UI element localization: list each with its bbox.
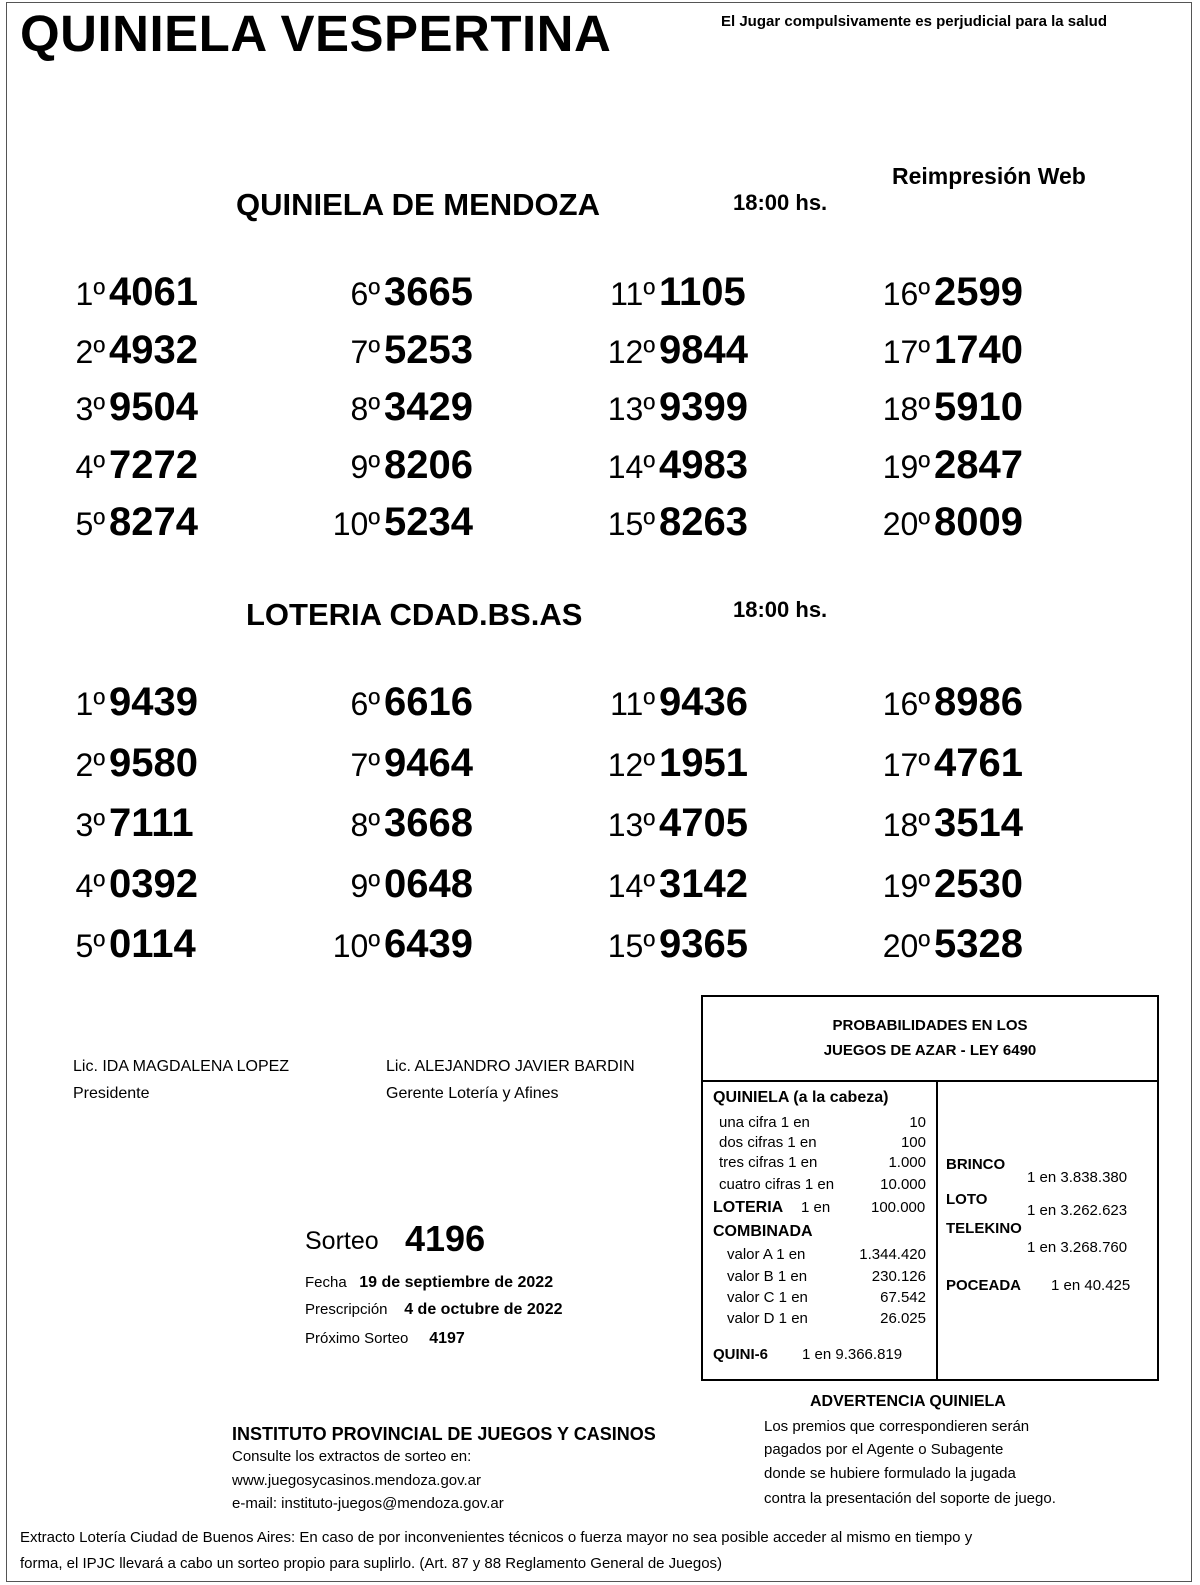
result-cell (605, 801, 748, 846)
result-number: 5910 (934, 385, 1023, 429)
result-number: 4761 (934, 740, 1023, 785)
result-number: 6616 (384, 680, 473, 724)
result-position: 20º (882, 506, 930, 542)
result-cell (55, 270, 198, 315)
brinco-probability-label: BRINCO (946, 1156, 1006, 1173)
probabilities-header (703, 997, 1157, 1082)
result-position: 5º (75, 506, 105, 542)
result-position: 6º (350, 276, 380, 312)
result-cell (330, 741, 473, 786)
combinada-probability-row-label: valor A 1 en (727, 1246, 806, 1263)
result-cell (55, 328, 198, 373)
loteria-probability-en: 1 en (801, 1199, 831, 1216)
section-title-buenos-aires: LOTERIA CDAD.BS.AS (246, 597, 583, 632)
result-position: 8º (350, 391, 380, 427)
result-position: 16º (882, 276, 930, 312)
result-number: 0648 (384, 861, 473, 906)
section-time-mendoza: 18:00 hs. (733, 190, 828, 215)
result-cell (55, 922, 196, 967)
combinada-probability-row-label: valor D 1 en (727, 1310, 808, 1327)
result-position: 19º (882, 448, 930, 485)
reprint-label: Reimpresión Web (892, 163, 1086, 189)
draw-date-row (305, 1274, 553, 1292)
draw-date-label: Fecha (305, 1274, 347, 1291)
advertencia-line3: donde se hubiere formulado la jugada (764, 1465, 1016, 1482)
result-cell (605, 680, 748, 725)
draw-next-row (305, 1330, 465, 1348)
result-position: 4º (75, 867, 105, 904)
result-cell (330, 680, 473, 725)
loto-probability-value: 1 en 3.262.623 (1027, 1202, 1128, 1219)
result-cell (880, 443, 1023, 488)
result-number: 2530 (934, 861, 1023, 906)
result-number: 7272 (109, 442, 198, 487)
result-cell (605, 741, 748, 786)
result-position: 17º (882, 333, 930, 370)
draw-date-value: 19 de septiembre de 2022 (359, 1274, 554, 1291)
result-cell (880, 328, 1023, 373)
result-position: 12º (607, 746, 655, 783)
result-position: 12º (607, 333, 655, 370)
result-position: 13º (607, 391, 655, 427)
result-position: 13º (607, 807, 655, 843)
draw-number: 4196 (405, 1218, 486, 1259)
advertencia-line2: pagados por el Agente o Subagente (764, 1441, 1004, 1458)
result-cell (55, 385, 198, 430)
result-cell (330, 862, 473, 907)
result-position: 20º (882, 928, 930, 964)
result-cell (605, 270, 746, 315)
institute-name: INSTITUTO PROVINCIAL DE JUEGOS Y CASINOS (232, 1424, 656, 1444)
result-position: 4º (75, 448, 105, 485)
quiniela-probability-row-label: cuatro cifras 1 en (719, 1176, 835, 1193)
quini6-probability-value: 1 en 9.366.819 (802, 1346, 903, 1363)
result-number: 9580 (109, 740, 198, 785)
combinada-probability-row-value: 230.126 (871, 1268, 926, 1285)
quini6-probability-label: QUINI-6 (713, 1346, 769, 1363)
footer-line2: forma, el IPJC llevará a cabo un sorteo propio para suplirlo. (Art. 87 y 88 Reglamento General de Juegos) (20, 1555, 723, 1572)
quiniela-probability-row-label: una cifra 1 en (719, 1114, 810, 1131)
result-cell (330, 500, 473, 545)
result-number: 5328 (934, 922, 1023, 966)
result-position: 8º (350, 807, 380, 843)
institute-website: www.juegosycasinos.mendoza.gov.ar (232, 1472, 482, 1489)
result-number: 9436 (659, 680, 748, 724)
result-number: 4061 (109, 270, 198, 314)
signature-role-president: Presidente (73, 1085, 150, 1102)
result-cell (55, 801, 194, 846)
result-position: 1º (75, 276, 105, 312)
result-cell (605, 328, 748, 373)
result-position: 2º (75, 333, 105, 370)
advertencia-title: ADVERTENCIA QUINIELA (810, 1393, 1006, 1410)
footer-line1: Extracto Lotería Ciudad de Buenos Aires: En caso de por inconvenientes técnicos o fuerza mayor no sea posible acceder al mismo en tiempo y (20, 1529, 973, 1546)
telekino-probability-value: 1 en 3.268.760 (1027, 1239, 1128, 1256)
result-number: 1951 (659, 740, 748, 785)
result-cell (605, 500, 748, 545)
result-position: 14º (607, 867, 655, 904)
combinada-probability-row-label: valor C 1 en (727, 1289, 808, 1306)
result-number: 3665 (384, 270, 473, 314)
result-cell (55, 741, 198, 786)
advertencia-line4: contra la presentación del soporte de juego. (764, 1490, 1056, 1507)
result-number: 3142 (659, 861, 748, 906)
result-number: 1740 (934, 327, 1023, 372)
result-number: 3668 (384, 801, 473, 845)
draw-next-value: 4197 (429, 1330, 465, 1347)
result-cell (880, 922, 1023, 967)
telekino-probability-label: TELEKINO (946, 1220, 1022, 1237)
result-cell (330, 328, 473, 373)
result-number: 9439 (109, 680, 198, 724)
result-position: 9º (350, 867, 380, 904)
result-position: 2º (75, 746, 105, 783)
result-position: 18º (882, 391, 930, 427)
result-cell (605, 922, 748, 967)
draw-label: Sorteo (305, 1227, 379, 1255)
result-cell (330, 443, 473, 488)
quiniela-probability-row-label: dos cifras 1 en (719, 1134, 817, 1151)
result-number: 4705 (659, 801, 748, 845)
result-number: 9504 (109, 385, 198, 429)
result-position: 1º (75, 686, 105, 722)
advertencia-line1: Los premios que correspondieren serán (764, 1418, 1030, 1435)
result-number: 0392 (109, 861, 198, 906)
section-title-mendoza: QUINIELA DE MENDOZA (236, 187, 600, 222)
loto-probability-label: LOTO (946, 1191, 988, 1208)
result-position: 15º (607, 506, 655, 542)
result-cell (880, 500, 1023, 545)
result-number: 0114 (109, 922, 196, 966)
section-time-buenos-aires: 18:00 hs. (733, 597, 828, 622)
probabilities-title-line2: JUEGOS DE AZAR - LEY 6490 (823, 1042, 1037, 1059)
result-cell (55, 862, 198, 907)
quiniela-probability-row-value: 1.000 (888, 1154, 926, 1171)
result-number: 9464 (384, 740, 473, 785)
result-position: 5º (75, 928, 105, 964)
result-position: 16º (882, 686, 930, 722)
quiniela-probability-row-label: tres cifras 1 en (719, 1154, 818, 1171)
quiniela-probability-row-value: 10 (909, 1114, 926, 1131)
loteria-probability-value: 100.000 (871, 1199, 926, 1216)
result-position: 9º (350, 448, 380, 485)
result-position: 6º (350, 686, 380, 722)
result-cell (55, 680, 198, 725)
result-position: 10º (332, 506, 380, 542)
result-position: 19º (882, 867, 930, 904)
result-number: 8986 (934, 680, 1023, 724)
loteria-probability-label: LOTERIA (713, 1199, 784, 1216)
quiniela-probability-row-value: 100 (900, 1134, 926, 1151)
result-number: 5253 (384, 327, 473, 372)
result-cell (605, 443, 748, 488)
result-number: 5234 (384, 500, 473, 544)
result-number: 9399 (659, 385, 748, 429)
result-position: 3º (75, 807, 105, 843)
result-cell (880, 862, 1023, 907)
result-cell (880, 385, 1023, 430)
draw-prescription-row (305, 1301, 563, 1319)
result-cell (330, 385, 473, 430)
quiniela-probability-title: QUINIELA (a la cabeza) (713, 1089, 889, 1106)
result-number: 6439 (384, 922, 473, 966)
combinada-probability-row-value: 67.542 (880, 1289, 926, 1306)
result-cell (880, 741, 1023, 786)
result-position: 10º (332, 928, 380, 964)
result-cell (605, 385, 748, 430)
result-position: 15º (607, 928, 655, 964)
quiniela-probability-row-value: 10.000 (880, 1176, 926, 1193)
result-cell (55, 443, 198, 488)
result-position: 17º (882, 746, 930, 783)
result-number: 9365 (659, 922, 748, 966)
health-warning: El Jugar compulsivamente es perjudicial para la salud (721, 13, 1107, 30)
result-number: 2847 (934, 442, 1023, 487)
result-cell (55, 500, 198, 545)
page-title: QUINIELA VESPERTINA (20, 5, 612, 62)
combinada-probability-row-value: 1.344.420 (859, 1246, 926, 1263)
result-number: 7111 (109, 801, 194, 845)
result-number: 8274 (109, 500, 198, 544)
combinada-probability-row-value: 26.025 (880, 1310, 926, 1327)
result-cell (330, 801, 473, 846)
result-number: 8009 (934, 500, 1023, 544)
result-position: 18º (882, 807, 930, 843)
draw-prescription-value: 4 de octubre de 2022 (404, 1301, 563, 1318)
result-cell (880, 801, 1023, 846)
result-position: 11º (610, 276, 655, 312)
probabilities-left-column (703, 1082, 938, 1379)
result-number: 4983 (659, 442, 748, 487)
institute-line1: Consulte los extractos de sorteo en: (232, 1448, 472, 1465)
result-number: 3514 (934, 801, 1023, 845)
result-position: 11º (610, 686, 655, 722)
result-number: 8263 (659, 500, 748, 544)
result-cell (605, 862, 748, 907)
result-cell (880, 270, 1023, 315)
result-number: 1105 (659, 270, 746, 314)
result-number: 9844 (659, 327, 748, 372)
result-position: 7º (350, 746, 380, 783)
signature-name-president: Lic. IDA MAGDALENA LOPEZ (73, 1058, 290, 1075)
combinada-probability-title: COMBINADA (713, 1223, 813, 1240)
result-cell (330, 922, 473, 967)
result-number: 8206 (384, 442, 473, 487)
result-number: 4932 (109, 327, 198, 372)
probabilities-title-line1: PROBABILIDADES EN LOS (832, 1017, 1028, 1034)
signature-name-manager: Lic. ALEJANDRO JAVIER BARDIN (386, 1058, 635, 1075)
signature-role-manager: Gerente Lotería y Afines (386, 1085, 559, 1102)
result-cell (330, 270, 473, 315)
result-cell (880, 680, 1023, 725)
institute-email: e-mail: instituto-juegos@mendoza.gov.ar (232, 1495, 504, 1512)
draw-prescription-label: Prescripción (305, 1301, 388, 1318)
brinco-probability-value: 1 en 3.838.380 (1027, 1169, 1128, 1186)
probabilities-box (701, 995, 1159, 1381)
result-number: 2599 (934, 270, 1023, 314)
result-position: 7º (350, 333, 380, 370)
result-position: 3º (75, 391, 105, 427)
result-position: 14º (607, 448, 655, 485)
combinada-probability-row-label: valor B 1 en (727, 1268, 808, 1285)
result-number: 3429 (384, 385, 473, 429)
poceada-probability-value: 1 en 40.425 (1051, 1277, 1131, 1294)
poceada-probability-label: POCEADA (946, 1277, 1022, 1294)
draw-next-label: Próximo Sorteo (305, 1330, 409, 1347)
